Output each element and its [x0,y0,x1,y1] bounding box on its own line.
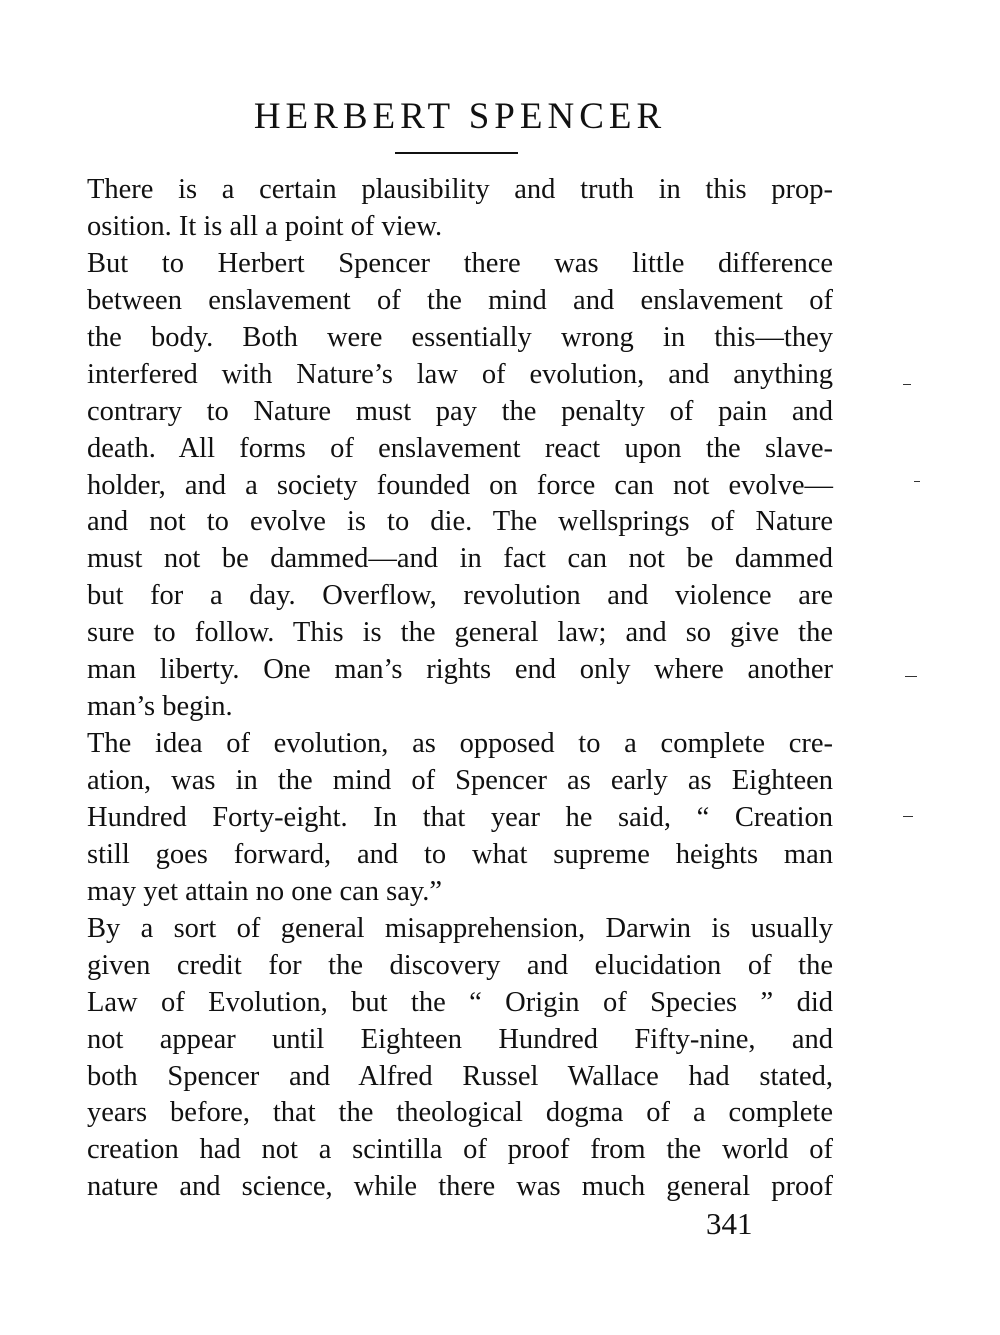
text-line: given credit for the discovery and elucidation of the [87,949,833,981]
text-line: creation had not a scintilla of proof from the world of [87,1134,833,1166]
text-line: but for a day. Overflow, revolution and violence are [87,580,833,612]
text-line: must not be dammed—and in fact can not be dammed [87,543,833,575]
margin-mark [905,676,917,677]
text-line: Hundred Forty-eight. In that year he said, “ Creation [87,801,833,833]
text-line: interfered with Nature’s law of evolution, and anything [87,358,833,390]
margin-mark [914,481,920,482]
text-line: both Spencer and Alfred Russel Wallace had stated, [87,1060,833,1092]
text-line: But to Herbert Spencer there was little difference [87,247,833,279]
text-line: death. All forms of enslavement react upon the slave- [87,432,833,464]
page-number: 341 [706,1206,753,1241]
text-line: Law of Evolution, but the “ Origin of Species ” did [87,986,833,1018]
text-line: contrary to Nature must pay the penalty of pain and [87,395,833,427]
text-line: man liberty. One man’s rights end only where another [87,654,833,686]
text-line: ation, was in the mind of Spencer as early as Eighteen [87,765,833,796]
text-line: sure to follow. This is the general law; and so give the [87,617,833,649]
text-line: The idea of evolution, as opposed to a complete cre- [87,728,833,760]
body-text [87,172,833,1206]
text-line: and not to evolve is to die. The wellsprings of Nature [87,506,833,538]
text-line: between enslavement of the mind and enslavement of [87,284,833,316]
text-line: By a sort of general misapprehension, Darwin is usually [87,912,833,944]
margin-mark [903,816,913,817]
text-line: osition. It is all a point of view. [87,210,443,242]
text-line: may yet attain no one can say.” [87,875,443,907]
margin-mark [903,384,911,385]
text-line: nature and science, while there was much general proof [87,1171,833,1203]
text-line: There is a certain plausibility and truth in this prop- [87,174,833,205]
text-line: years before, that the theological dogma of a complete [87,1097,833,1129]
text-line: still goes forward, and to what supreme heights man [87,838,833,870]
text-line: not appear until Eighteen Hundred Fifty-nine, and [87,1023,833,1055]
text-line: man’s begin. [87,691,233,723]
text-line: holder, and a society founded on force can not evolve— [87,469,833,501]
running-head: HERBERT SPENCER [253,96,667,137]
head-rule [395,152,518,154]
text-line: the body. Both were essentially wrong in this—they [87,321,833,353]
